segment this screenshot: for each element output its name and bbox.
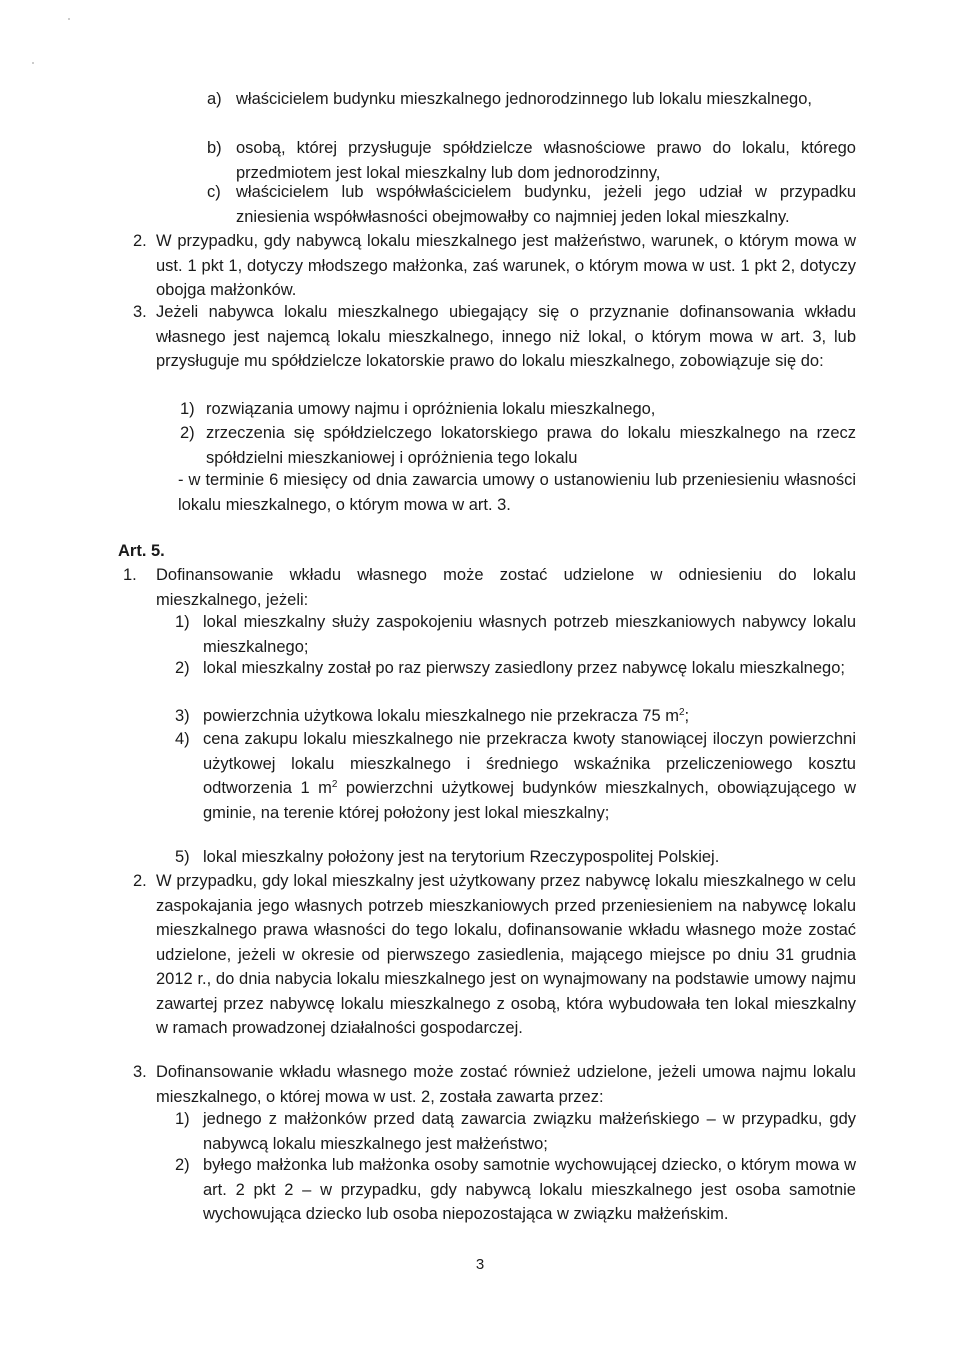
list-item-text: właścicielem budynku mieszkalnego jednorodzinnego lub lokalu mieszkalnego,	[236, 90, 812, 108]
article-heading: Art. 5.	[118, 542, 165, 560]
list-item-text-after: ;	[684, 707, 690, 725]
paragraph-number: 2.	[133, 872, 147, 890]
paragraph-text: Dofinansowanie wkładu własnego może zostać również udzielone, jeżeli umowa najmu lokalu mieszkalnego, o której mowa w ust. 2, została zawarta przez:	[156, 1063, 856, 1106]
list-item-text: osobą, której przysługuje spółdzielcze własnościowe prawo do lokalu, którego przedmiotem jest lokal mieszkalny lub dom jednorodzinny,	[236, 139, 856, 182]
list-item-text: lokal mieszkalny służy zaspokojeniu własnych potrzeb mieszkaniowych nabywcy lokalu mieszkalnego;	[203, 613, 856, 656]
list-item-text: zrzeczenia się spółdzielczego lokatorskiego prawa do lokalu mieszkalnego na rzecz spółdzielni mieszkaniowej i opróżnienia tego lokalu	[206, 424, 856, 467]
scan-speck	[32, 62, 34, 64]
list-marker: b)	[207, 139, 222, 157]
list-item-text-after: powierzchni użytkowej budynków mieszkalnych, obowiązującego w gminie, na terenie której położony jest lokal mieszkalny;	[203, 779, 856, 822]
list-item-text	[203, 704, 856, 729]
list-marker: 5)	[175, 848, 190, 866]
list-marker: 1)	[175, 613, 190, 631]
list-marker: a)	[207, 90, 222, 108]
list-marker: 4)	[175, 730, 190, 748]
paragraph-number: 2.	[133, 232, 147, 250]
list-item-text: właścicielem lub współwłaścicielem budynku, jeżeli jego udział w przypadku zniesienia współwłasności obejmowałby co najmniej jeden lokal mieszkalny.	[236, 183, 856, 226]
paragraph-tail: - w terminie 6 miesięcy od dnia zawarcia umowy o ustanowieniu lub przeniesieniu własności lokalu mieszkalnego, o którym mowa w art. 3.	[178, 471, 856, 514]
list-item-text: byłego małżonka lub małżonka osoby samotnie wychowującej dziecko, o którym mowa w art. 2 pkt 2 – w przypadku, gdy nabywcą lokalu mieszkalnego jest osoba samotnie wychowująca dziecko lub osoba niepozostająca w związku małżeńskim.	[203, 1156, 856, 1223]
list-item-text: jednego z małżonków przed datą zawarcia związku małżeńskiego – w przypadku, gdy nabywcą lokalu mieszkalnego jest małżeństwo;	[203, 1110, 856, 1153]
paragraph-text: Jeżeli nabywca lokalu mieszkalnego ubiegający się o przyznanie dofinansowania wkładu własnego jest najemcą lokalu mieszkalnego, innego niż lokal, o którym mowa w art. 3, lub przysługuje mu spółdzielcze lokatorskie prawo do lokalu mieszkalnego, zobowiązuje się do:	[156, 303, 856, 370]
list-item-text-main: cena zakupu lokalu mieszkalnego nie przekracza kwoty stanowiącej iloczyn powierzchni użytkowej lokalu mieszkalnego i średniego wskaźnika przeliczeniowego kosztu odtworzenia 1 m	[203, 730, 856, 797]
list-item-text: lokal mieszkalny położony jest na terytorium Rzeczypospolitej Polskiej.	[203, 848, 720, 866]
list-marker: 2)	[175, 1156, 190, 1174]
paragraph-text: Dofinansowanie wkładu własnego może zostać udzielone w odniesieniu do lokalu mieszkalnego, jeżeli:	[156, 566, 856, 609]
list-marker: c)	[207, 183, 221, 201]
list-item-text-main: powierzchnia użytkowa lokalu mieszkalnego nie przekracza 75 m	[203, 707, 679, 725]
list-marker: 3)	[175, 707, 190, 725]
paragraph-number: 3.	[133, 303, 147, 321]
page-number: 3	[475, 1256, 485, 1273]
list-marker: 1)	[180, 400, 195, 418]
list-marker: 2)	[175, 659, 190, 677]
paragraph-text: W przypadku, gdy lokal mieszkalny jest użytkowany przez nabywcę lokalu mieszkalnego w celu zaspokajania jego własnych potrzeb mieszkaniowych przed przeniesieniem na nabywcę lokalu mieszkalnego prawa własności do tego lokalu, dofinansowanie wkładu własnego może zostać udzielone, jeżeli w okresie od pierwszego zasiedlenia, mającego miejsce po dniu 31 grudnia 2012 r., do dnia nabycia lokalu mieszkalnego jest on wynajmowany na podstawie umowy najmu zawartej przez nabywcę lokalu mieszkalnego z osobą, która wybudowała ten lokal mieszkalny w ramach prowadzonej działalności gospodarczej.	[156, 872, 856, 1037]
superscript: 2	[678, 707, 685, 718]
list-marker: 2)	[180, 424, 195, 442]
list-marker: 1)	[175, 1110, 190, 1128]
paragraph-number: 3.	[133, 1063, 147, 1081]
list-item-text: lokal mieszkalny został po raz pierwszy zasiedlony przez nabywcę lokalu mieszkalnego;	[203, 659, 845, 677]
superscript: 2	[331, 779, 338, 790]
list-item-text: rozwiązania umowy najmu i opróżnienia lokalu mieszkalnego,	[206, 400, 656, 418]
paragraph-text: W przypadku, gdy nabywcą lokalu mieszkalnego jest małżeństwo, warunek, o którym mowa w ust. 1 pkt 1, dotyczy młodszego małżonka, zaś warunek, o którym mowa w ust. 1 pkt 2, dotyczy obojga małżonków.	[156, 232, 856, 299]
scan-speck	[68, 18, 70, 20]
paragraph-number: 1.	[123, 566, 137, 584]
list-item-text	[203, 727, 856, 825]
